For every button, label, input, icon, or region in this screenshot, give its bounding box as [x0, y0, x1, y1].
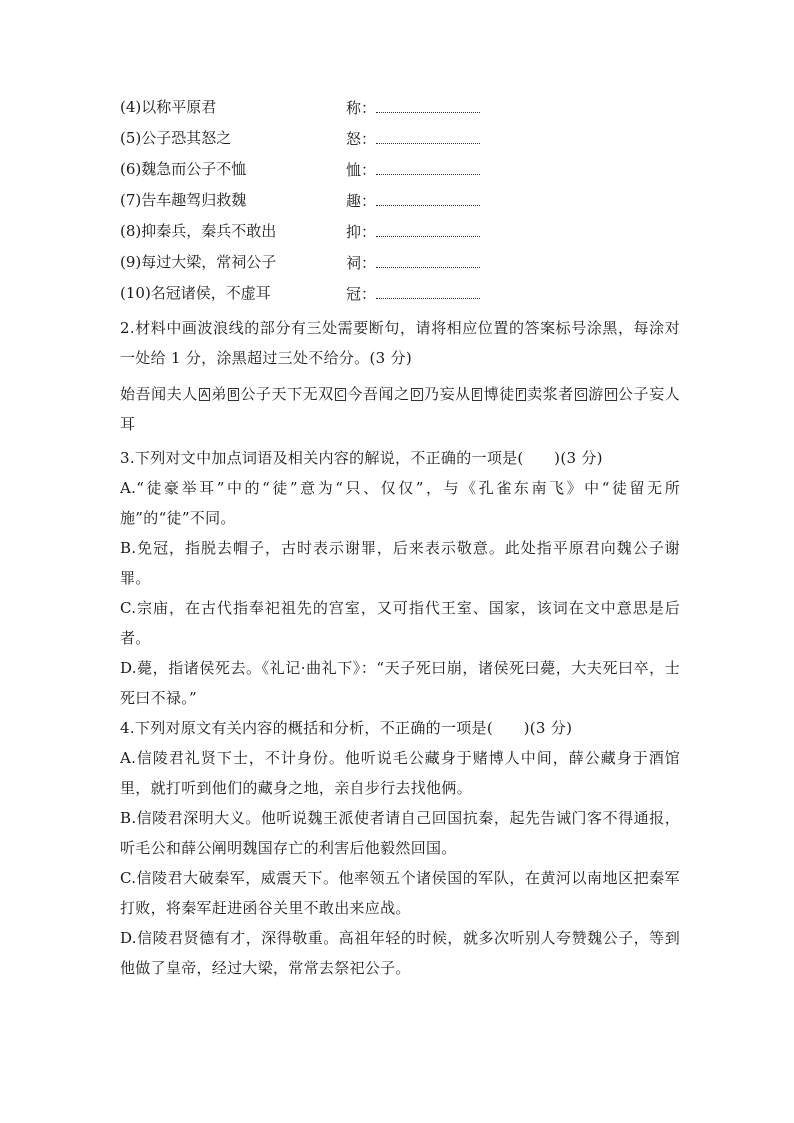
passage-segment: 游	[587, 385, 604, 403]
passage-segment: 乃妄从	[423, 385, 471, 403]
vocab-target: 怒：	[346, 130, 377, 148]
vocab-sentence: (5)公子恐其怒之	[120, 129, 232, 147]
vocab-item	[120, 251, 680, 282]
vocab-item	[120, 127, 680, 158]
vocab-sentence: (10)名冠诸侯，不虚耳	[120, 284, 271, 302]
vocab-sentence: (6)魏急而公子不恤	[120, 160, 247, 178]
answer-blank[interactable]	[376, 189, 480, 206]
vocab-target: 祠：	[346, 254, 377, 272]
vocab-item	[120, 282, 680, 313]
question-4-option-a[interactable]: A.信陵君礼贤下士，不计身份。他听说毛公藏身于赌博人中间，薛公藏身于酒馆里，就打听到他们的藏身之地，亲自步行去找他俩。	[120, 749, 680, 797]
vocab-answer	[346, 158, 480, 181]
vocab-target: 冠：	[346, 285, 377, 303]
vocab-item	[120, 220, 680, 251]
question-3-option-b[interactable]: B.免冠，指脱去帽子，古时表示谢罪，后来表示敬意。此处指平原君向魏公子谢罪。	[120, 539, 680, 587]
vocab-item	[120, 189, 680, 220]
answer-blank[interactable]	[376, 282, 480, 299]
passage-segment: 公子天下无双	[240, 385, 334, 403]
vocab-answer	[346, 189, 480, 212]
answer-marker[interactable]: B	[229, 389, 238, 400]
vocab-item	[120, 96, 680, 127]
vocab-item	[120, 158, 680, 189]
vocab-answer	[346, 251, 480, 274]
passage-segment: 公子妄人耳	[120, 385, 680, 433]
answer-blank[interactable]	[376, 158, 480, 175]
vocab-answer	[346, 282, 480, 305]
answer-marker[interactable]: F	[517, 389, 524, 400]
answer-marker[interactable]: H	[606, 389, 615, 400]
question-3-stem: 3.下列对文中加点词语及相关内容的解说，不正确的一项是( )(3 分)	[120, 449, 603, 467]
question-4-stem: 4.下列对原文有关内容的概括和分析，不正确的一项是( )(3 分)	[120, 719, 573, 737]
question-4-option-d[interactable]: D.信陵君贤德有才，深得敬重。高祖年轻的时候，就多次听别人夸赞魏公子，等到他做了皇帝，经过大梁，常常去祭祀公子。	[120, 929, 680, 977]
question-3-option-d[interactable]: D.薨，指诸侯死去。《礼记·曲礼下》：“天子死曰崩，诸侯死曰薨，大夫死曰卒，士死曰不禄。”	[120, 659, 680, 707]
question-2-stem: 2.材料中画波浪线的部分有三处需要断句，请将相应位置的答案标号涂黑，每涂对一处给 1 分，涂黑超过三处不给分。(3 分)	[120, 319, 680, 367]
answer-blank[interactable]	[376, 96, 480, 113]
vocab-target: 恤：	[346, 161, 377, 179]
vocab-answer	[346, 220, 480, 243]
answer-marker[interactable]: E	[473, 389, 481, 400]
vocab-sentence: (4)以称平原君	[120, 98, 217, 116]
passage-segment: 博徒	[483, 385, 515, 403]
vocab-target: 称：	[346, 99, 377, 117]
question-3-option-c[interactable]: C.宗庙，在古代指奉祀祖先的宫室，又可指代王室、国家，该词在文中意思是后者。	[120, 599, 680, 647]
question-2-passage	[120, 379, 680, 439]
worksheet-page	[120, 96, 680, 983]
vocab-sentence: (9)每过大梁，常祠公子	[120, 253, 277, 271]
answer-marker[interactable]: A	[200, 389, 209, 400]
vocab-answer	[346, 96, 480, 119]
answer-blank[interactable]	[376, 220, 480, 237]
answer-marker[interactable]: C	[336, 389, 345, 400]
question-4-option-b[interactable]: B.信陵君深明大义。他听说魏王派使者请自己回国抗秦，起先告诫门客不得通报，听毛公和薛公阐明魏国存亡的利害后他毅然回国。	[120, 809, 680, 857]
passage-segment: 弟	[211, 385, 227, 403]
question-3-option-a[interactable]: A.“徒豪举耳”中的“徒”意为“只、仅仅”，与《孔雀东南飞》中“徒留无所施”的“徒”不同。	[120, 479, 680, 527]
vocab-sentence: (8)抑秦兵，秦兵不敢出	[120, 222, 277, 240]
answer-blank[interactable]	[376, 251, 480, 268]
passage-segment: 今吾闻之	[347, 385, 410, 403]
answer-marker[interactable]: G	[576, 389, 585, 400]
passage-segment: 始吾闻夫人	[120, 385, 198, 403]
passage-segment: 卖浆者	[526, 385, 574, 403]
vocab-target: 趣：	[346, 192, 377, 210]
vocab-target: 抑：	[346, 223, 377, 241]
question-4-option-c[interactable]: C.信陵君大破秦军，威震天下。他率领五个诸侯国的军队，在黄河以南地区把秦军打败，将秦军赶进函谷关里不敢出来应战。	[120, 869, 680, 917]
vocab-list	[120, 96, 680, 313]
answer-blank[interactable]	[376, 127, 480, 144]
answer-marker[interactable]: D	[412, 389, 421, 400]
vocab-sentence: (7)告车趣驾归救魏	[120, 191, 247, 209]
vocab-answer	[346, 127, 480, 150]
